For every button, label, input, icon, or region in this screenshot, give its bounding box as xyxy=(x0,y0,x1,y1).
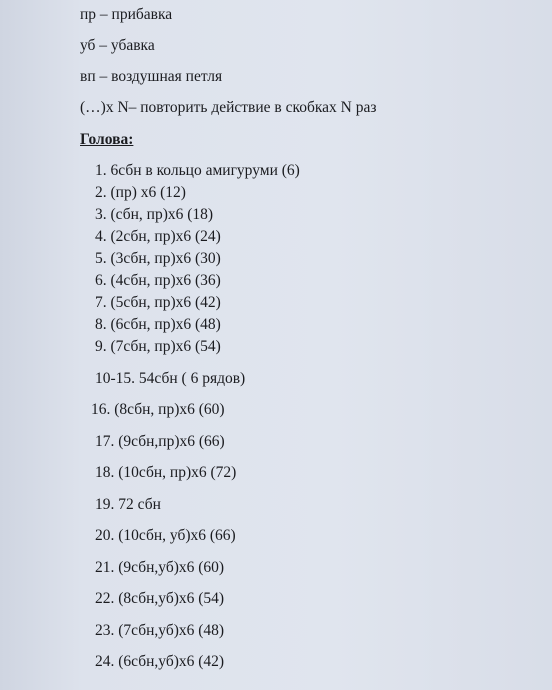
list-item: 22. (8сбн,уб)х6 (54) xyxy=(95,590,225,607)
list-item: 9. (7сбн, пр)х6 (54) xyxy=(95,338,221,355)
list-item: 4. (2сбн, пр)х6 (24) xyxy=(95,228,221,245)
list-item: 19. 72 сбн xyxy=(95,496,161,513)
section-title: Голова: xyxy=(80,131,134,148)
legend-line: пр – прибавка xyxy=(80,6,173,23)
list-item: 21. (9сбн,уб)х6 (60) xyxy=(95,559,225,576)
legend-line: уб – убавка xyxy=(80,37,155,54)
list-item: 1. 6сбн в кольцо амигуруми (6) xyxy=(95,162,300,179)
list-item: 6. (4сбн, пр)х6 (36) xyxy=(95,272,221,289)
legend-line: вп – воздушная петля xyxy=(80,68,223,85)
list-item: 24. (6сбн,уб)х6 (42) xyxy=(95,653,225,670)
list-item: 18. (10сбн, пр)х6 (72) xyxy=(95,464,237,481)
list-item: 8. (6сбн, пр)х6 (48) xyxy=(95,316,221,333)
legend-line: (…)х N– повторить действие в скобках N раз xyxy=(80,99,377,116)
list-item: 23. (7сбн,уб)х6 (48) xyxy=(95,622,225,639)
list-item: 20. (10сбн, уб)х6 (66) xyxy=(95,527,236,544)
list-item: 10-15. 54сбн ( 6 рядов) xyxy=(95,370,246,387)
list-item: 7. (5сбн, пр)х6 (42) xyxy=(95,294,221,311)
list-item: 2. (пр) х6 (12) xyxy=(95,184,186,201)
list-item: 3. (сбн, пр)х6 (18) xyxy=(95,206,214,223)
list-item: 5. (3сбн, пр)х6 (30) xyxy=(95,250,221,267)
list-item: 17. (9сбн,пр)х6 (66) xyxy=(95,433,225,450)
list-item: 16. (8сбн, пр)х6 (60) xyxy=(91,401,225,418)
